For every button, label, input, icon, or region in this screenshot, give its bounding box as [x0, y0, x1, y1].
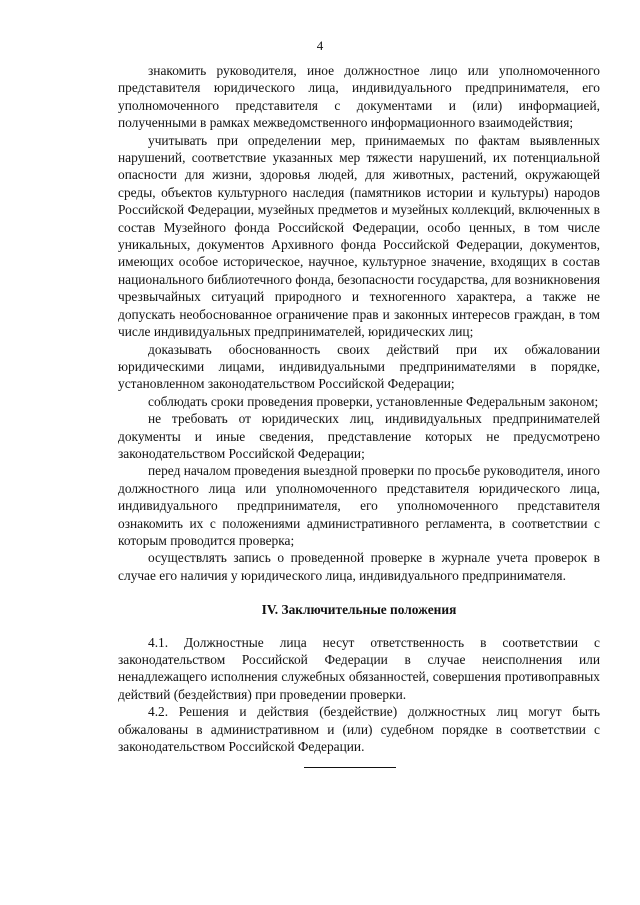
- paragraph-4-1: 4.1. Должностные лица несут ответственность в соответствии с законодательством Российской Федерации в случае неисполнения или ненадлежащего исполнения служебных обязанностей, совершения противоправных действий (бездействия) при проведении проверки.: [118, 634, 600, 702]
- paragraph-familiarize-regulation: перед началом проведения выездной проверки по просьбе руководителя, иного должностного лица или уполномоченного представителя юридического лица, индивидуального предпринимателя, его уполномоченного представителя ознакомить их с положениями административного регламента, в соответствии с которым проводится проверка;: [118, 463, 600, 548]
- paragraph-consider-measures: учитывать при определении мер, принимаемых по фактам выявленных нарушений, соответствие указанных мер тяжести нарушений, их потенциальной опасности для жизни, здоровья людей, для животных, растений, окружающей среды, объектов культурного наследия (памятников истории и культуры) народов Российской Федерации, музейных предметов и музейных коллекций, включенных в состав Музейного фонда Российской Федерации, особо ценных, в том числе уникальных, документов Архивного фонда Российской Федерации, документов, имеющих особое историческое, научное, культурное значение, входящих в состав национального библиотечного фонда, безопасности государства, для возникновения чрезвычайных ситуаций природного и техногенного характера, а также не допускать необоснованное ограничение прав и законных интересов граждан, в том числе индивидуальных предпринимателей, юридических лиц;: [118, 132, 600, 340]
- page-number: 4: [316, 38, 324, 53]
- paragraph-not-require-documents: не требовать от юридических лиц, индивидуальных предпринимателей документы и иные сведения, представление которых не предусмотрено законодательством Российской Федерации;: [118, 411, 600, 461]
- paragraph-observe-deadlines: соблюдать сроки проведения проверки, установленные Федеральным законом;: [148, 393, 599, 409]
- section-heading: IV. Заключительные положения: [261, 602, 457, 618]
- paragraph-record-inspection: осуществлять запись о проведенной проверке в журнале учета проверок в случае его наличия у юридического лица, индивидуального предпринимателя.: [118, 550, 600, 583]
- paragraph-inform-documents: знакомить руководителя, иное должностное лицо или уполномоченного представителя юридического лица, индивидуального предпринимателя, его уполномоченного представителя с документами и (или) информацией, полученными в рамках межведомственного информационного взаимодействия;: [118, 63, 600, 131]
- document-body: [118, 62, 600, 755]
- paragraph-4-2: 4.2. Решения и действия (бездействие) должностных лиц могут быть обжалованы в административном и (или) судебном порядке в соответствии с законодательством Российской Федерации.: [118, 704, 600, 755]
- end-divider: [304, 767, 396, 768]
- paragraph-justify-actions: доказывать обоснованность своих действий при их обжаловании юридическими лицами, индивидуальными предпринимателями в порядке, установленном законодательством Российской Федерации;: [118, 341, 600, 392]
